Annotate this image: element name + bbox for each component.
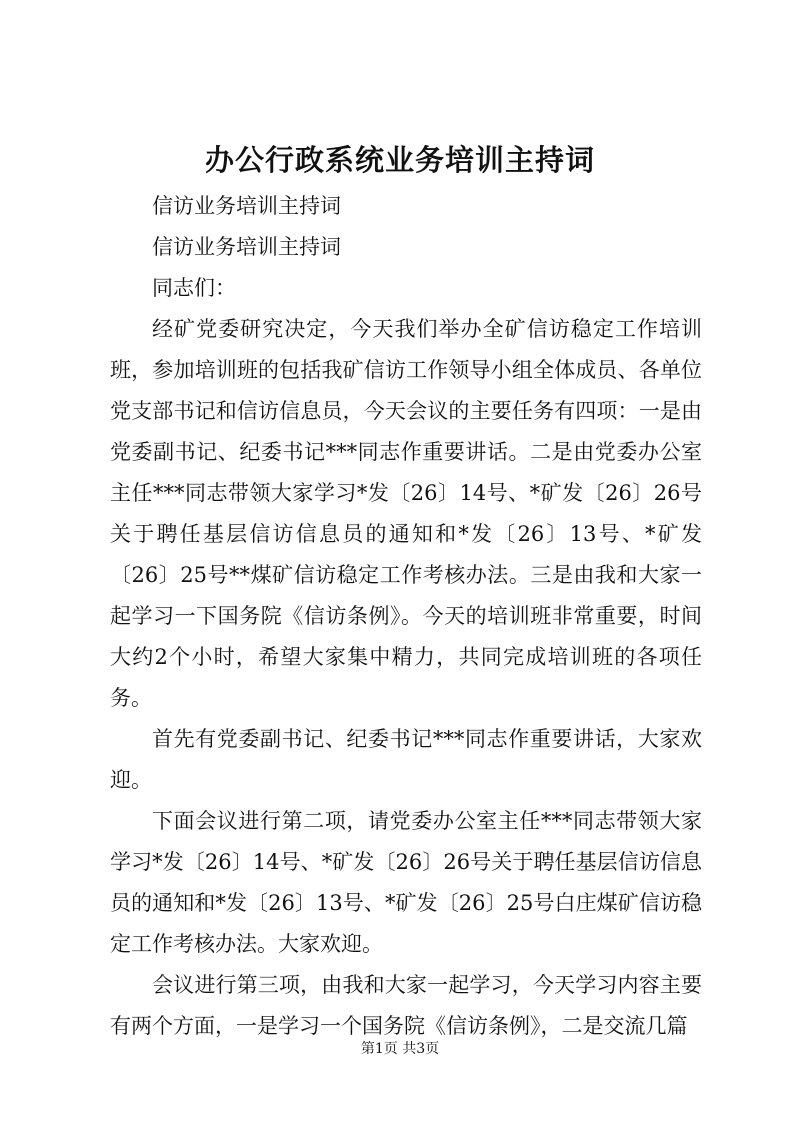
page-footer: 第1页 共3页 [360,1041,440,1057]
document-title: 办公行政系统业务培训主持词 [204,143,595,177]
paragraph-subtitle-1: 信访业务培训主持词 [152,194,341,218]
paragraph-item-three: 会议进行第三项，由我和大家一起学习，今天学习内容主要有两个方面，一是学习一个国务院《信访条例》，二是交流几篇 [110,973,702,1038]
paragraph-item-one: 首先有党委副书记、纪委书记***同志作重要讲话，大家欢迎。 [110,727,702,792]
paragraph-item-two: 下面会议进行第二项，请党委办公室主任***同志带领大家学习*发〔26〕14号、*矿发〔26〕26号关于聘任基层信访信息员的通知和*发〔26〕13号、*矿发〔26〕25号白庄煤矿信访稳定工作考核办法。大家欢迎。 [110,809,702,956]
paragraph-subtitle-2: 信访业务培训主持词 [152,235,341,259]
paragraph-salutation: 同志们： [152,276,236,300]
paragraph-opening: 经矿党委研究决定，今天我们举办全矿信访稳定工作培训班，参加培训班的包括我矿信访工作领导小组全体成员、各单位党支部书记和信访信息员，今天会议的主要任务有四项：一是由党委副书记、纪委书记***同志作重要讲话。二是由党委办公室主任***同志带领大家学习*发〔26〕14号、*矿发〔26〕26号关于聘任基层信访信息员的通知和*发〔26〕13号、*矿发〔26〕25号**煤矿信访稳定工作考核办法。三是由我和大家一起学习一下国务院《信访条例》。今天的培训班非常重要，时间大约2个小时，希望大家集中精力，共同完成培训班的各项任务。 [110,317,702,710]
document-body [110,186,702,1047]
